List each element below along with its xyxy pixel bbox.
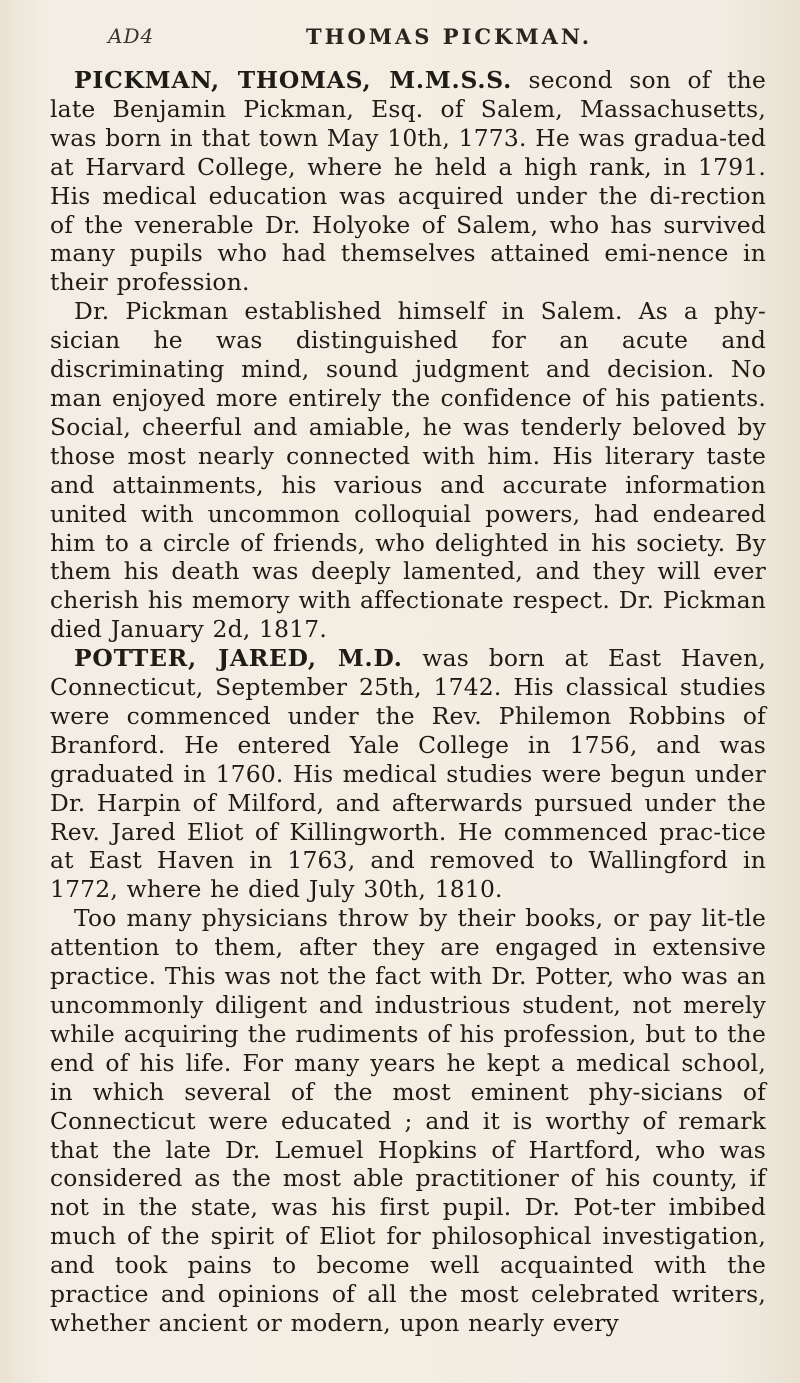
entry-heading-potter: POTTER, JARED, M.D.	[74, 644, 403, 673]
running-head	[50, 24, 766, 52]
entry-potter-paragraph-2	[50, 904, 766, 1338]
entry-potter-paragraph-1	[50, 644, 766, 904]
paragraph-text: second son of the late Benjamin Pickman, Esq. of Salem, Massachusetts, was born in that town May 10th, 1773. He was gradua-ted at Harvard College, where he held a high rank, in 1791. His medical education was acquired under the di-rection of the venerable Dr. Holyoke of Salem, who has survived many pupils who had themselves attained emi-nence in their profession.	[50, 66, 766, 297]
paragraph-text: Dr. Pickman established himself in Salem. As a phy-sician he was distinguished for an acute and discriminating mind, sound judgment and decision. No man enjoyed more entirely the confidence of his patients. Social, cheerful and amiable, he was tenderly beloved by those most nearly connected with him. His literary taste and attainments, his various and accurate information united with uncommon colloquial powers, had endeared him to a circle of friends, who delighted in his society. By them his death was deeply lamented, and they will ever cherish his memory with affectionate respect. Dr. Pickman died January 2d, 1817.	[50, 297, 766, 644]
page-number: AD4	[108, 24, 155, 48]
entry-pickman-paragraph-1	[50, 66, 766, 297]
entry-heading-pickman: PICKMAN, THOMAS, M.M.S.S.	[74, 66, 513, 94]
paragraph-text: Too many physicians throw by their books, or pay lit-tle attention to them, after they are engaged in extensive practice. This was not the fact with Dr. Potter, who was an uncommonly diligent and industrious student, not merely while acquiring the rudiments of his profession, but to the end of his life. For many years he kept a medical school, in which several of the most eminent phy-sicians of Connecticut were educated ; and it is worthy of remark that the late Dr. Lemuel Hopkins of Hartford, who was considered as the most able practitioner of his county, if not in the state, was his first pupil. Dr. Pot-ter imbibed much of the spirit of Eliot for philosophical investigation, and took pains to become well acquainted with the practice and opinions of all the most celebrated writers, whether ancient or modern, upon nearly every	[50, 904, 766, 1337]
running-title: THOMAS PICKMAN.	[306, 24, 593, 49]
body-text	[50, 66, 766, 1338]
entry-pickman-paragraph-2	[50, 297, 766, 644]
paragraph-text: was born at East Haven, Connecticut, September 25th, 1742. His classical studies were commenced under the Rev. Philemon Robbins of Branford. He entered Yale College in 1756, and was graduated in 1760. His medical studies were begun under Dr. Harpin of Milford, and afterwards pursued under the Rev. Jared Eliot of Killingworth. He commenced prac-tice at East Haven in 1763, and removed to Wallingford in 1772, where he died July 30th, 1810.	[50, 644, 766, 904]
